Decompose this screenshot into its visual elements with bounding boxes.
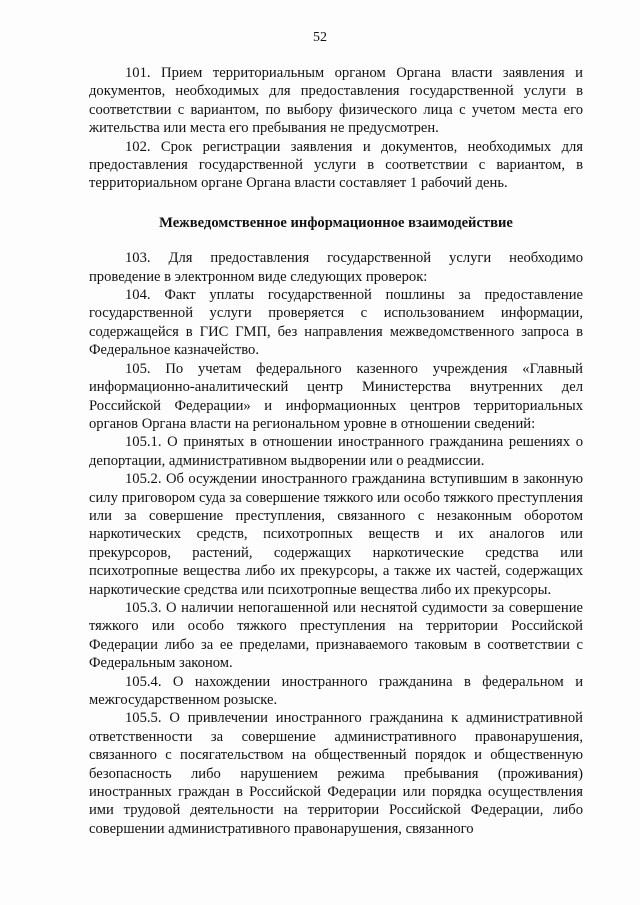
paragraph-105-5: 105.5. О привлечении иностранного гражданина к административной ответственности за совершение административного правонарушения, связанного с посягательством на общественный порядок и общественную безопасность либо нарушением режима пребывания (проживания) иностранных граждан в Российской Федерации или порядка осуществления ими трудовой деятельности на территории Российской Федерации, либо совершении административного правонарушения, связанного xyxy=(89,710,583,837)
page-number: 52 xyxy=(313,30,327,45)
paragraph-105-2: 105.2. Об осуждении иностранного гражданина вступившим в законную силу приговором суда за совершение тяжкого или особо тяжкого преступления или за совершение преступления, связанного с незаконным оборотом наркотических средств, психотропных веществ и их аналогов или прекурсоров, растений, содержащих наркотические средства или психотропные вещества либо их прекурсоры, а также их частей, содержащих наркотические средства или психотропные вещества либо их прекурсоры. xyxy=(89,471,583,598)
paragraph-105-1: 105.1. О принятых в отношении иностранного гражданина решениях о депортации, административном выдворении или о реадмиссии. xyxy=(89,434,583,469)
paragraph-104: 104. Факт уплаты государственной пошлины за предоставление государственной услуги проверяется с использованием информации, содержащейся в ГИС ГМП, без направления межведомственного запроса в Федеральное казначейство. xyxy=(89,287,583,359)
section-heading: Межведомственное информационное взаимодействие xyxy=(159,214,513,231)
paragraph-105-3: 105.3. О наличии непогашенной или неснятой судимости за совершение тяжкого или особо тяжкого преступления на территории Российской Федерации либо за ее пределами, признаваемого таковым в соответствии с Федеральным законом. xyxy=(89,599,583,672)
paragraph-105: 105. По учетам федерального казенного учреждения «Главный информационно-аналитический центр Министерства внутренних дел Российской Федерации» и информационных центров территориальных органов Органа власти на региональном уровне в отношении сведений: xyxy=(89,360,583,432)
paragraph-105-4: 105.4. О нахождении иностранного гражданина в федеральном и межгосударственном розыске. xyxy=(89,673,583,708)
paragraph-101: 101. Прием территориальным органом Органа власти заявления и документов, необходимых для предоставления государственной услуги в соответствии с вариантом, по выбору физического лица с учетом места его жительства или места его пребывания не предусмотрен. xyxy=(89,65,583,137)
paragraph-102: 102. Срок регистрации заявления и документов, необходимых для предоставления государственной услуги в соответствии с вариантом, в территориальном органе Органа власти составляет 1 рабочий день. xyxy=(89,138,583,192)
paragraph-103: 103. Для предоставления государственной услуги необходимо проведение в электронном виде следующих проверок: xyxy=(89,250,583,285)
document-body xyxy=(89,64,583,838)
